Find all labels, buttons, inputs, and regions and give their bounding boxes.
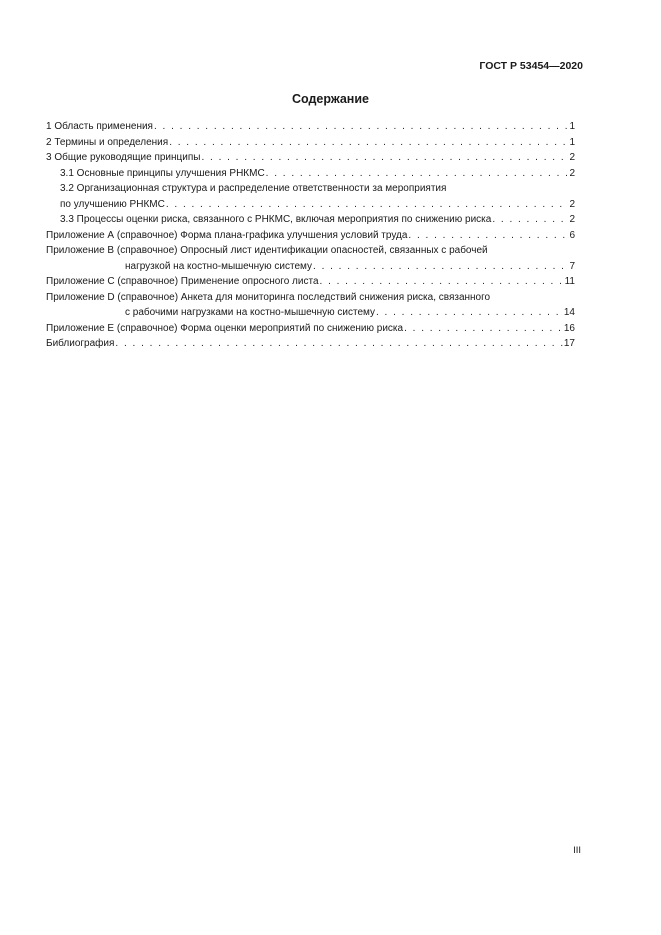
dot-leader (266, 166, 569, 182)
page-number: III (573, 845, 581, 856)
table-of-contents (46, 119, 575, 352)
dot-leader (115, 336, 562, 352)
toc-entry-page: 2 (569, 214, 575, 225)
toc-entry-label-line2: с рабочими нагрузками на костно-мышечную систему (125, 307, 375, 318)
toc-entry-label-line1: Приложение D (справочное) Анкета для мониторинга последствий снижения риска, связанного (46, 291, 491, 303)
toc-entry-label-line2: по улучшению РНКМС (60, 198, 165, 210)
toc-entry-label: 1 Область применения (46, 121, 153, 132)
toc-entry-appendix-b[interactable] (46, 243, 575, 274)
toc-entry-label: 3.1 Основные принципы улучшения РНКМС (60, 167, 265, 179)
toc-entry-3-1[interactable] (46, 166, 575, 182)
toc-entry-principles[interactable] (46, 150, 575, 166)
toc-entry-scope[interactable] (46, 119, 575, 135)
toc-entry-label: Приложение А (справочное) Форма плана-графика улучшения условий труда (46, 229, 408, 241)
toc-entry-page: 2 (569, 167, 575, 179)
toc-entry-3-2[interactable] (46, 181, 575, 212)
toc-entry-label-line1: 3.2 Организационная структура и распределение ответственности за мероприятия (60, 183, 447, 194)
toc-entry-page: 17 (563, 338, 575, 349)
dot-leader (408, 228, 568, 244)
toc-entry-label: Приложение С (справочное) Применение опросного листа (46, 276, 319, 287)
toc-entry-appendix-e[interactable] (46, 321, 575, 337)
toc-entry-label-line2: нагрузкой на костно-мышечную систему (125, 260, 313, 272)
toc-entry-appendix-a[interactable] (46, 228, 575, 244)
toc-entry-label-line1: Приложение В (справочное) Опросный лист идентификации опасностей, связанных с рабочей (46, 245, 488, 256)
toc-entry-label: Библиография (46, 338, 115, 349)
toc-entry-page: 1 (569, 136, 575, 148)
toc-entry-label: 2 Термины и определения (46, 136, 169, 148)
toc-entry-label: 3 Общие руководящие принципы (46, 152, 201, 163)
toc-entry-appendix-d[interactable] (46, 290, 575, 321)
toc-entry-page: 14 (563, 307, 575, 318)
toc-entry-label: 3.3 Процессы оценки риска, связанного с РНКМС, включая мероприятия по снижению риска (60, 214, 492, 225)
dot-leader (154, 119, 568, 135)
toc-entry-appendix-c[interactable] (46, 274, 575, 290)
toc-entry-bibliography[interactable] (46, 336, 575, 352)
toc-entry-page: 2 (569, 152, 575, 163)
toc-entry-3-3[interactable] (46, 212, 575, 228)
toc-entry-terms[interactable] (46, 135, 575, 151)
toc-entry-page: 6 (569, 229, 575, 241)
dot-leader (201, 150, 568, 166)
toc-entry-label: Приложение Е (справочное) Форма оценки мероприятий по снижению риска (46, 322, 404, 334)
toc-entry-page: 16 (563, 322, 575, 334)
dot-leader (169, 135, 568, 151)
dot-leader (492, 212, 568, 228)
toc-entry-page: 7 (569, 260, 575, 272)
toc-entry-page: 1 (569, 121, 575, 132)
dot-leader (320, 274, 564, 290)
toc-entry-page: 11 (564, 276, 575, 287)
dot-leader (404, 321, 563, 337)
dot-leader (376, 305, 563, 321)
dot-leader (166, 197, 569, 213)
toc-entry-page: 2 (569, 198, 575, 210)
dot-leader (313, 259, 568, 275)
toc-title: Содержание (291, 92, 369, 106)
document-code-header: ГОСТ Р 53454—2020 (479, 60, 583, 72)
